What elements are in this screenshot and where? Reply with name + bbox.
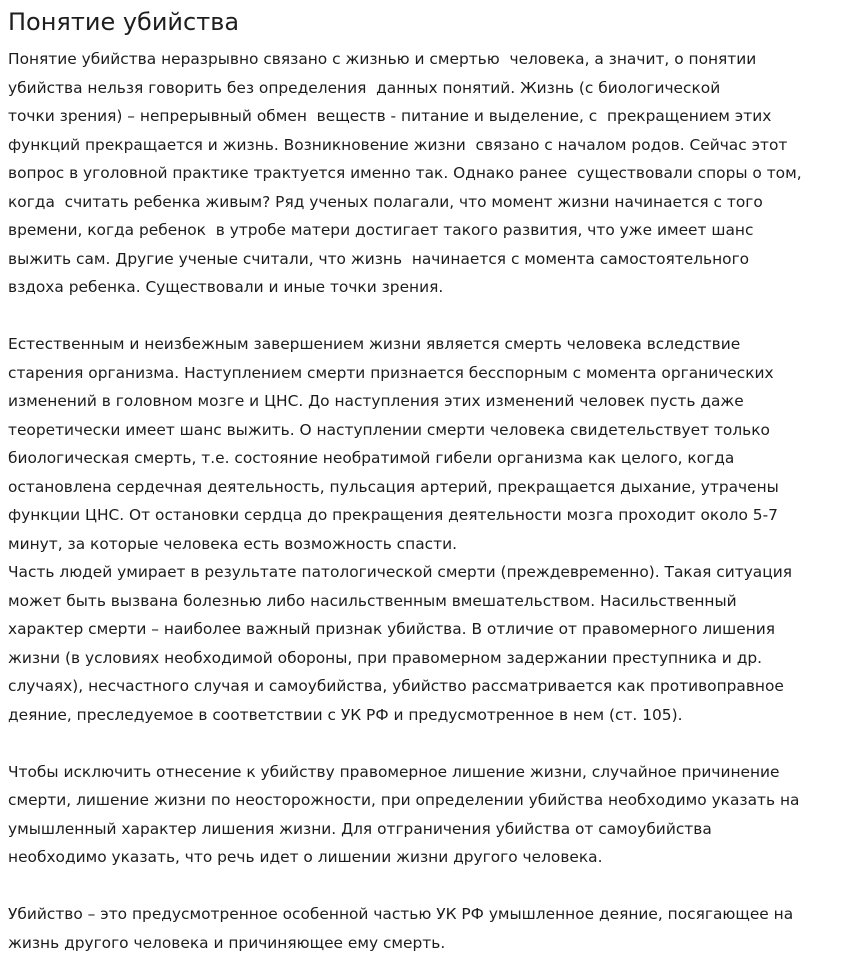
text-line: характер смерти – наиболее важный признак убийства. В отличие от правомерного лишения	[8, 620, 776, 638]
text-line: выжить сам. Другие ученые считали, что жизнь начинается с момента самостоятельного	[8, 249, 750, 268]
text-line: времени, когда ребенок в утробе матери достигает такого развития, что уже имеет шанс	[8, 221, 754, 239]
text-line: вопрос в уголовной практике трактуется именно так. Однако ранее существовали споры о том,	[8, 164, 802, 182]
body-text	[8, 45, 847, 957]
text-line	[8, 872, 847, 901]
text-line: необходимо указать, что речь идет о лишении жизни другого человека.	[8, 848, 603, 866]
text-line: остановлена сердечная деятельность, пульсация артерий, прекращается дыхание, утрачены	[8, 477, 779, 496]
page-title: Понятие убийства	[8, 8, 240, 36]
text-line: теоретически имеет шанс выжить. О наступлении смерти человека свидетельствует только	[8, 420, 770, 439]
text-line: Естественным и неизбежным завершением жизни является смерть человека вследствие	[8, 335, 741, 353]
text-line: Понятие убийства неразрывно связано с жизнью и смертью человека, а значит, о понятии	[8, 50, 757, 68]
text-line: биологическая смерть, т.е. состояние необратимой гибели организма как целого, когда	[8, 449, 735, 467]
text-line: Чтобы исключить отнесение к убийству правомерное лишение жизни, случайное причинение	[8, 762, 780, 781]
text-line: Убийство – это предусмотренное особенной частью УК РФ умышленное деяние, посягающее на	[8, 905, 794, 923]
text-line: деяние, преследуемое в соответствии с УК РФ и предусмотренное в нем (ст. 105).	[8, 705, 683, 724]
text-line	[8, 729, 847, 758]
text-line: случаях), несчастного случая и самоубийства, убийство рассматривается как противоправное	[8, 677, 784, 695]
text-line: вздоха ребенка. Существовали и иные точки зрения.	[8, 278, 444, 296]
text-line: точки зрения) – непрерывный обмен веществ - питание и выделение, с прекращением этих	[8, 107, 772, 125]
text-line: убийства нельзя говорить без определения данных понятий. Жизнь (с биологической	[8, 78, 721, 97]
text-line: жизни (в условиях необходимой обороны, при правомерном задержании преступника и др.	[8, 648, 763, 667]
text-line: старения организма. Наступлением смерти признается бесспорным с момента органических	[8, 363, 774, 382]
text-line: смерти, лишение жизни по неосторожности, при определении убийства необходимо указать на	[8, 791, 800, 809]
text-line: умышленный характер лишения жизни. Для отграничения убийства от самоубийства	[8, 819, 712, 838]
text-line: функции ЦНС. От остановки сердца до прекращения деятельности мозга проходит около 5-7	[8, 506, 778, 524]
text-line: функций прекращается и жизнь. Возникновение жизни связано с началом родов. Сейчас этот	[8, 135, 788, 154]
text-line: жизнь другого человека и причиняющее ему смерть.	[8, 933, 446, 952]
text-line: Часть людей умирает в результате патологической смерти (преждевременно). Такая ситуация	[8, 563, 792, 581]
text-line: может быть вызвана болезнью либо насильственным вмешательством. Насильственный	[8, 591, 737, 610]
text-line	[8, 302, 847, 331]
text-line: изменений в головном мозге и ЦНС. До наступления этих изменений человек пусть даже	[8, 392, 744, 410]
text-line: когда считать ребенка живым? Ряд ученых полагали, что момент жизни начинается с того	[8, 192, 763, 211]
text-line: минут, за которые человека есть возможность спасти.	[8, 534, 457, 553]
